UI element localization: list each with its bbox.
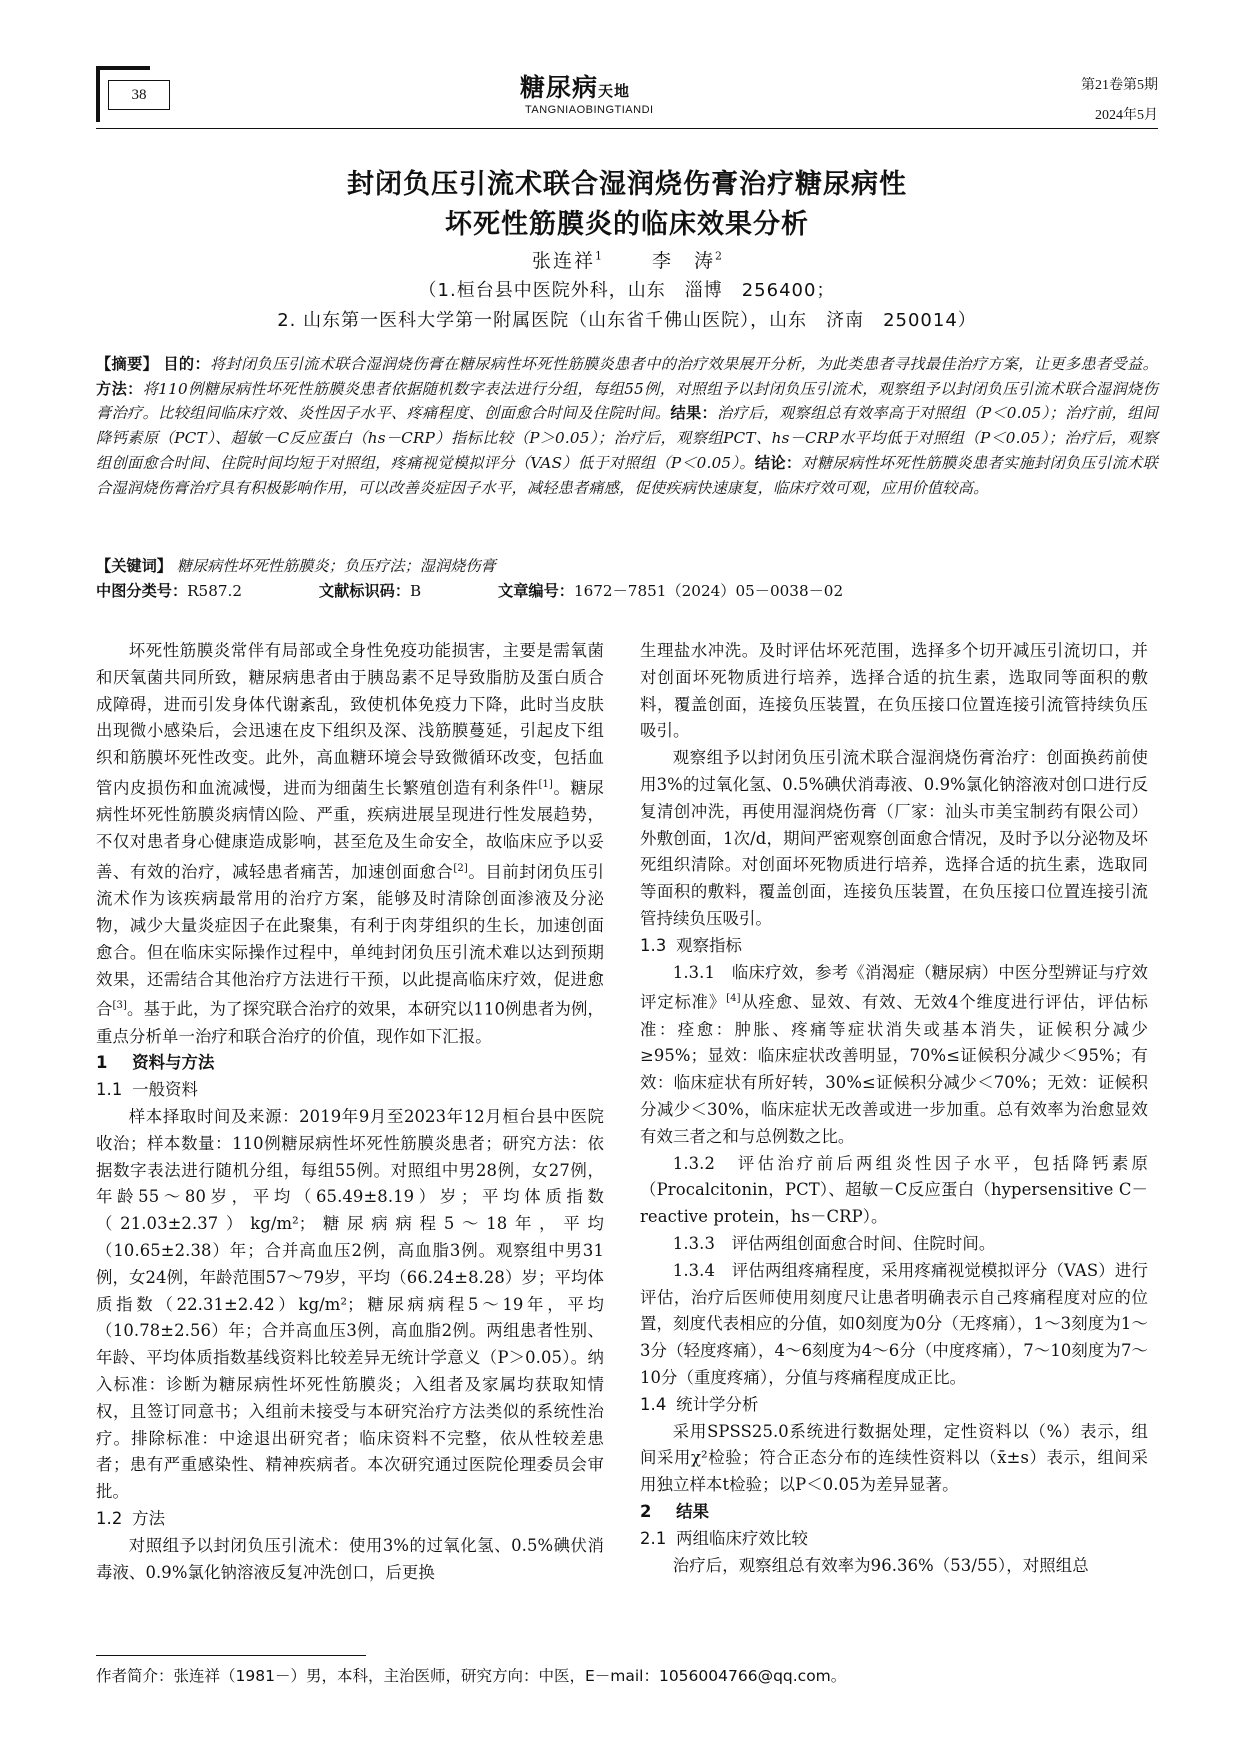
doc-value: B <box>410 582 422 600</box>
journal-title-pinyin: TANGNIAOBINGTIANDI <box>525 104 654 116</box>
abstract-result: 治疗后，观察组总有效率高于对照组（P＜0.05）；治疗前，组间降钙素原（PCT）、超敏－C反应蛋白（hs－CRP）指标比较（P＞0.05）；治疗后，观察组PCT、hs－CRP水平均低于对照组（P＜0.05）；治疗后，观察组创面愈合时间、住院时间均短于对照组，疼痛视觉模拟评分（VAS）低于对照组（P＜0.05）。 <box>96 404 1158 472</box>
intro-text-3: 。目前封闭负压引流术作为该疾病最常用的治疗方案，能够及时清除创面渗液及分泌物，减少大量炎症因子在此聚集，有利于肉芽组织的生长，加速创面愈合。但在临床实际操作过程中，单纯封闭负压引流术难以达到预期效果，还需结合其他治疗方法进行干预，以此提高临床疗效，促进愈合 <box>96 862 604 1019</box>
body-column-right <box>640 638 1148 1579</box>
section-title: 结果 <box>676 1501 710 1521</box>
indicator-1-3-4: 1.3.4 评估两组疼痛程度，采用疼痛视觉模拟评分（VAS）进行评估，治疗后医师使用刻度尺让患者明确表示自己疼痛程度对应的位置，刻度代表相应的分值，如0刻度为0分（无疼痛），1～3刻度为1～3分（轻度疼痛），4～6刻度为4～6分（中度疼痛），7～10刻度为7～10分（重度疼痛），分值与疼痛程度成正比。 <box>640 1260 1148 1387</box>
journal-title <box>520 68 630 104</box>
observation-group-paragraph: 观察组予以封闭负压引流术联合湿润烧伤膏治疗：创面换药前使用3%的过氧化氢、0.5%碘伏消毒液、0.9%氯化钠溶液对创口进行反复清创冲洗，再使用湿润烧伤膏（厂家：汕头市美宝制药有限公司）外敷创面，1次/d，期间严密观察创面愈合情况，及时予以分泌物及坏死组织清除。对创面坏死物质进行培养，选择合适的抗生素，选取同等面积的敷料，覆盖创面，连接负压装置，在负压接口位置连接引流管持续负压吸引。 <box>640 748 1148 928</box>
method-paragraph: 对照组予以封闭负压引流术：使用3%的过氧化氢、0.5%碘伏消毒液、0.9%氯化钠溶液反复冲洗创口，后更换 <box>96 1535 604 1582</box>
abstract-result-label: 结果： <box>670 404 718 423</box>
abstract-method-label: 方法： <box>96 379 143 398</box>
section-heading-1-2 <box>96 1506 604 1533</box>
clc-value: R587.2 <box>187 582 243 600</box>
clc-number <box>96 582 242 600</box>
section-heading-2-1 <box>640 1526 1148 1553</box>
clc-label: 中图分类号： <box>96 582 188 600</box>
section-heading-2 <box>640 1499 1148 1526</box>
indicator-1-3-3: 1.3.3 评估两组创面愈合时间、住院时间。 <box>672 1234 996 1253</box>
journal-volume: 第21卷第5期 <box>1081 78 1158 93</box>
document-code <box>319 582 421 600</box>
section-number: 1.4 <box>640 1394 667 1414</box>
article-meta <box>96 579 1158 603</box>
page-number: 38 <box>108 80 170 110</box>
intro-text-4: 。基于此，为了探究联合治疗的效果，本研究以110例患者为例，重点分析单一治疗和联合治疗的价值，现作如下汇报。 <box>96 999 604 1046</box>
section-title: 方法 <box>132 1508 166 1528</box>
keywords-label: 【关键词】 <box>96 557 172 575</box>
citation-1: [1] <box>538 778 553 790</box>
affiliation-2: 2. 山东第一医科大学第一附属医院（山东省千佛山医院），山东 济南 250014） <box>277 310 977 331</box>
section-title: 资料与方法 <box>132 1053 215 1073</box>
results-paragraph: 治疗后，观察组总有效率为96.36%（53/55），对照组总 <box>672 1555 1089 1575</box>
journal-date: 2024年5月 <box>1095 108 1158 123</box>
section-number: 1.3 <box>640 935 667 955</box>
citation-2: [2] <box>453 862 468 874</box>
section-heading-1-3 <box>640 933 1148 960</box>
section-title: 统计学分析 <box>676 1394 759 1414</box>
section-number: 1.1 <box>96 1080 123 1100</box>
keywords <box>96 554 1158 578</box>
general-data-paragraph: 样本择取时间及来源：2019年9月至2023年12月桓台县中医院收治；样本数量：110例糖尿病性坏死性筋膜炎患者；研究方法：依据数字表法进行随机分组，每组55例。对照组中男28例，女27例，年龄55～80岁，平均（65.49±8.19）岁；平均体质指数（21.03±2.37）kg/m²；糖尿病病程5～18年，平均（10.65±2.38）年；合并高血压2例，高血脂3例。观察组中男31例，女24例，年龄范围57～79岁，平均（66.24±8.28）岁；平均体质指数（22.31±2.42）kg/m²；糖尿病病程5～19年，平均（10.78±2.56）年；合并高血压3例，高血脂2例。两组患者性别、年龄、平均体质指数基线资料比较差异无统计学意义（P＞0.05）。纳入标准：诊断为糖尿病性坏死性筋膜炎；入组者及家属均获取知情权，且签订同意书；入组前未接受与本研究治疗方法类似的系统性治疗。排除标准：中途退出研究者；临床资料不完整，依从性较差患者；患有严重感染性、精神疾病者。本次研究通过医院伦理委员会审批。 <box>96 1106 604 1502</box>
section-number: 1 <box>96 1053 108 1073</box>
abstract-objective-label: 目的： <box>163 355 211 373</box>
author-1-sup: 1 <box>594 249 602 263</box>
footnote-rule <box>96 1655 366 1656</box>
article-title-line-1: 封闭负压引流术联合湿润烧伤膏治疗糖尿病性 <box>347 169 907 200</box>
indicator-text-cont: 从痊愈、显效、有效、无效4个维度进行评估，评估标准：痊愈：肿胀、疼痛等症状消失或基本消失，证候积分减少≥95%；显效：临床症状改善明显，70%≤证候积分减少＜95%；有效：临床症状有所好转，30%≤证候积分减少＜70%；无效：证候积分减少＜30%，临床症状无改善或进一步加重。总有效率为治愈显效有效三者之和与总例数之比。 <box>640 992 1149 1146</box>
citation-4: [4] <box>726 993 741 1005</box>
section-number: 2 <box>640 1501 652 1521</box>
abstract-conclusion: 对糖尿病性坏死性筋膜炎患者实施封闭负压引流术联合湿润烧伤膏治疗具有积极影响作用，可以改善炎症因子水平，减轻患者痛感，促使疾病快速康复，临床疗效可观，应用价值较高。 <box>96 453 1158 497</box>
abstract-method: 将110例糖尿病性坏死性筋膜炎患者依据随机数字表法进行分组，每组55例，对照组予以封闭负压引流术，观察组予以封闭负压引流术联合湿润烧伤膏治疗。比较组间临床疗效、炎性因子水平、疼痛程度、创面愈合时间及住院时间。 <box>96 379 1158 423</box>
abstract <box>96 352 1158 500</box>
intro-paragraph <box>96 638 604 1050</box>
article-title-line-2: 坏死性筋膜炎的临床效果分析 <box>445 209 809 240</box>
indicator-1-3-1 <box>640 960 1148 1151</box>
body-column-left <box>96 638 604 1586</box>
journal-title-main: 糖尿病 <box>520 73 599 102</box>
statistics-paragraph: 采用SPSS25.0系统进行数据处理，定性资料以（%）表示，组间采用χ²检验；符合正态分布的连续性资料以（x̄±s）表示，组间采用独立样本t检验；以P＜0.05为差异显著。 <box>640 1421 1148 1495</box>
article-label: 文章编号： <box>498 582 574 600</box>
keywords-text: 糖尿病性坏死性筋膜炎；负压疗法；湿润烧伤膏 <box>176 557 496 575</box>
affiliation-1: （1.桓台县中医院外科，山东 淄博 256400； <box>418 280 836 301</box>
section-heading-1 <box>96 1050 604 1077</box>
author-footnote: 作者简介：张连祥（1981－）男，本科，主治医师，研究方向：中医，E－mail：1056004766@qq.com。 <box>96 1667 847 1685</box>
authors <box>96 246 1158 273</box>
section-number: 2.1 <box>640 1528 667 1548</box>
section-title: 一般资料 <box>132 1080 199 1100</box>
abstract-conclusion-label: 结论： <box>754 453 802 472</box>
abstract-objective: 将封闭负压引流术联合湿润烧伤膏在糖尿病性坏死性筋膜炎患者中的治疗效果展开分析，为此类患者寻找最佳治疗方案，让更多患者受益。 <box>210 355 1159 373</box>
doc-label: 文献标识码： <box>318 582 410 600</box>
intro-text-1: 坏死性筋膜炎常伴有局部或全身性免疫功能损害，主要是需氧菌和厌氧菌共同所致，糖尿病患者由于胰岛素不足导致脂肪及蛋白质合成障碍，进而引发身体代谢紊乱，致使机体免疫力下降，此时当皮肤出现微小感染后，会迅速在皮下组织及深、浅筋膜蔓延，引起皮下组织和筋膜坏死性改变。此外，高血糖环境会导致微循环改变，包括血管内皮损伤和血流减慢，进而为细菌生长繁殖创造有利条件 <box>96 641 604 798</box>
author-2: 李 涛 <box>652 250 716 272</box>
abstract-label: 【摘要】 <box>96 355 159 373</box>
intro-text-2: 。糖尿病性坏死性筋膜炎病情凶险、严重，疾病进展呈现进行性发展趋势，不仅对患者身心健康造成影响，甚至危及生命安全，故临床应予以妥善、有效的治疗，减轻患者痛苦，加速创面愈合 <box>96 778 604 882</box>
article-number <box>498 582 843 600</box>
section-title: 两组临床疗效比较 <box>676 1528 809 1548</box>
method-continued-paragraph: 生理盐水冲洗。及时评估坏死范围，选择多个切开减压引流切口，并对创面坏死物质进行培养，选择合适的抗生素，选取同等面积的敷料，覆盖创面，连接负压装置，在负压接口位置连接引流管持续负压吸引。 <box>640 641 1148 741</box>
journal-title-suffix: 天地 <box>598 82 631 100</box>
section-number: 1.2 <box>96 1508 123 1528</box>
header-rule <box>96 128 1158 129</box>
section-title: 观察指标 <box>676 935 743 955</box>
author-2-sup: 2 <box>715 249 723 263</box>
indicator-text: 1.3.1 临床疗效，参考《消渴症（糖尿病）中医分型辨证与疗效评定标准》 <box>640 962 1148 1012</box>
author-1: 张连祥 <box>531 250 595 272</box>
section-heading-1-4 <box>640 1392 1148 1419</box>
indicator-1-3-2: 1.3.2 评估治疗前后两组炎性因子水平，包括降钙素原（Procalcitonin，PCT）、超敏－C反应蛋白（hypersensitive C－reactive protein，hs－CRP）。 <box>640 1153 1148 1227</box>
article-value: 1672－7851（2024）05－0038－02 <box>573 582 844 600</box>
citation-3: [3] <box>112 1000 127 1012</box>
section-heading-1-1 <box>96 1077 604 1104</box>
